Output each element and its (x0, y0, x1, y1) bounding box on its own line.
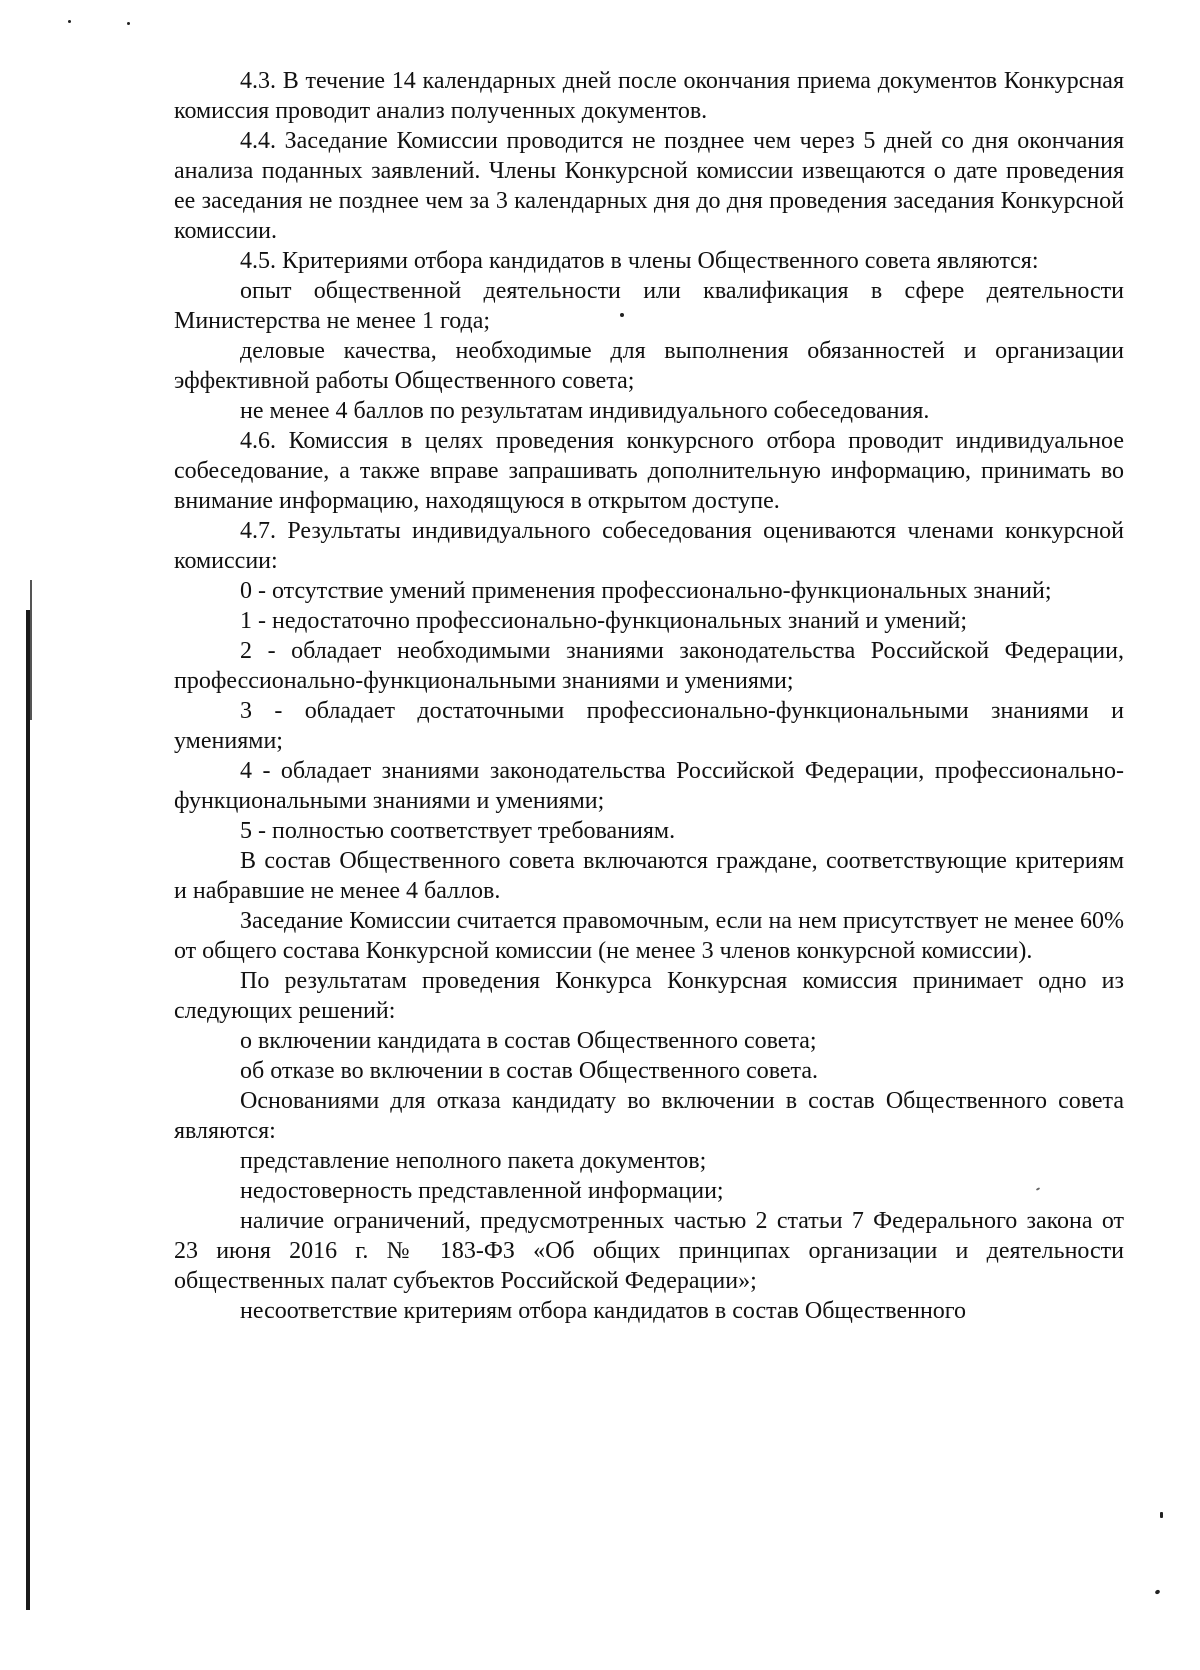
scan-speck (68, 20, 71, 23)
paragraph-4-4: 4.4. Заседание Комиссии проводится не позднее чем через 5 дней со дня окончания анализа поданных заявлений. Члены Конкурсной комиссии извещаются о дате проведения ее заседания не позднее чем за 3 календарных дня до дня проведения заседания Конкурсной комиссии. (174, 128, 1124, 244)
paragraph-refusal-grounds: Основаниями для отказа кандидату во включении в состав Общественного совета являются: (174, 1088, 1124, 1144)
decision-item-refuse: об отказе во включении в состав Общественного совета. (240, 1058, 818, 1084)
criteria-item-score: не менее 4 баллов по результатам индивидуального собеседования. (240, 398, 930, 424)
paragraph-quorum: Заседание Комиссии считается правомочным, если на нем присутствует не менее 60% от общего состава Конкурсной комиссии (не менее 3 членов конкурсной комиссии). (174, 908, 1124, 964)
refusal-item-unreliable: недостоверность представленной информации; (240, 1178, 724, 1204)
score-item-1: 1 - недостаточно профессионально-функциональных знаний и умений; (240, 608, 967, 634)
paragraph-decisions: По результатам проведения Конкурса Конкурсная комиссия принимает одно из следующих решений: (174, 968, 1124, 1024)
scan-speck (127, 22, 130, 25)
paragraph-4-5: 4.5. Критериями отбора кандидатов в члены Общественного совета являются: (240, 248, 1039, 274)
paragraph-4-7: 4.7. Результаты индивидуального собеседования оцениваются членами конкурсной комиссии: (174, 518, 1124, 574)
paragraph-inclusion: В состав Общественного совета включаются граждане, соответствующие критериям и набравшие не менее 4 баллов. (174, 848, 1124, 904)
decision-item-include: о включении кандидата в состав Общественного совета; (240, 1028, 817, 1054)
scan-edge-line-faint (30, 580, 32, 720)
refusal-item-criteria: несоответствие критериям отбора кандидатов в состав Общественного (240, 1298, 967, 1324)
criteria-item-qualities: деловые качества, необходимые для выполнения обязанностей и организации эффективной работы Общественного совета; (174, 338, 1124, 394)
scan-speck (1154, 1589, 1160, 1595)
document-body (174, 66, 1124, 1326)
score-item-0: 0 - отсутствие умений применения профессионально-функциональных знаний; (240, 578, 1052, 604)
score-item-4: 4 - обладает знаниями законодательства Российской Федерации, профессионально-функциональными знаниями и умениями; (174, 758, 1124, 814)
scan-edge-line (26, 610, 30, 1610)
score-item-5: 5 - полностью соответствует требованиям. (240, 818, 676, 844)
score-item-2: 2 - обладает необходимыми знаниями законодательства Российской Федерации, профессионально-функциональными знаниями и умениями; (174, 638, 1124, 694)
paragraph-4-3: 4.3. В течение 14 календарных дней после окончания приема документов Конкурсная комиссия проводит анализ полученных документов. (174, 68, 1124, 124)
scan-speck (1160, 1512, 1163, 1518)
refusal-item-incomplete: представление неполного пакета документов; (240, 1148, 707, 1174)
paragraph-4-6: 4.6. Комиссия в целях проведения конкурсного отбора проводит индивидуальное собеседование, а также вправе запрашивать дополнительную информацию, принимать во внимание информацию, находящуюся в открытом доступе. (174, 428, 1124, 514)
score-item-3: 3 - обладает достаточными профессионально-функциональными знаниями и умениями; (174, 698, 1124, 754)
criteria-item-experience: опыт общественной деятельности или квалификация в сфере деятельности Министерства не менее 1 года; (174, 278, 1124, 334)
refusal-item-restrictions: наличие ограничений, предусмотренных частью 2 статьи 7 Федерального закона от 23 июня 2016 г. № 183-ФЗ «Об общих принципах организации и деятельности общественных палат субъектов Российской Федерации»; (174, 1208, 1124, 1294)
